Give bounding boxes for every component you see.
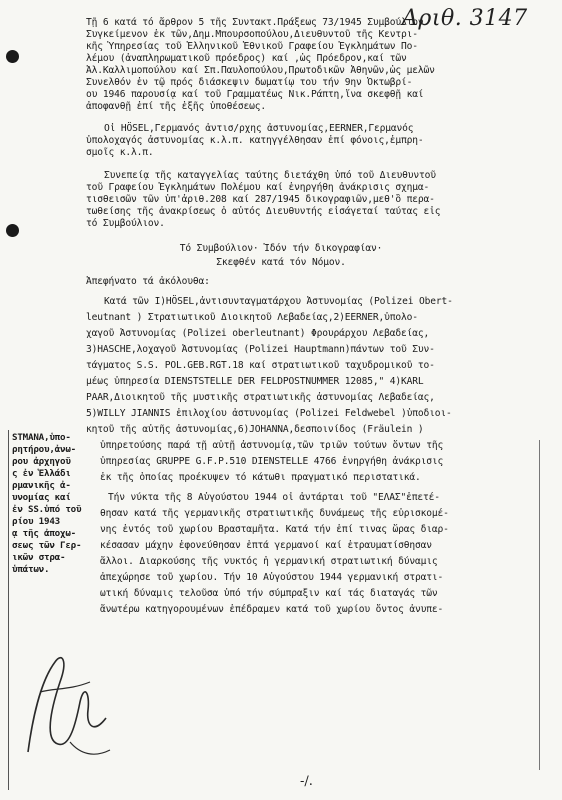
body-line: Οἱ HÖSEL,Γερμανός ἀντισ/ρχης ἀστυνομίας,EERNER,Γερμανός [104, 123, 414, 134]
body-line: Τῇ 6 κατά τό ἄρθρον 5 τῆς Συντακτ.Πράξεως 73/1945 Συμβούλιον [86, 17, 424, 28]
body-line: ου 1946 παρουσίᾳ καί τοῦ Γραμματέως Νικ.Ράπτη,ἵνα σκεφθῇ καί [86, 89, 424, 100]
margin-note-line: ἐν SS.ὑπό τοῦ [12, 504, 82, 515]
end-mark: -/. [300, 774, 313, 789]
margin-note-line: ικῶν στρα- [12, 552, 66, 563]
margin-note-line: ρητήρου,ἀνω- [12, 444, 76, 455]
body-line: Ἀπεφήνατο τά ἀκόλουθα: [86, 276, 210, 287]
body-line: ἄνωτέρω κατηγορουμένων ἐπέδραμεν κατά τοῦ χωρίου ὄντος ἀνυπε- [100, 604, 444, 615]
body-line: τοῦ Γραφείου Ἐγκλημάτων Πολέμου καί ἐνηργήθη ἀνάκρισις σχημα- [86, 182, 430, 193]
body-line: leutnant ) Στρατιωτικοῦ Διοικητοῦ Λεβαδείας,2)EERNER,ὑπολο- [86, 312, 418, 323]
body-line: λέμου (ἀναπληρωματικοῦ πρόεδρος) καί ,ὡς Πρόεδρον,καί τῶν [86, 53, 407, 64]
body-line: Ἀλ.Καλλιμοπούλου καί Σπ.Παυλοπούλου,Πρωτοδικῶν Ἀθηνῶν,ὡς μελῶν [86, 65, 435, 76]
body-line: νης ἐντός τοῦ χωρίου Βρασταμῆτα. Κατά τήν ἐπί τινας ὥρας διαρ- [100, 524, 449, 535]
margin-note-line: ᾳ τῆς ἀποχω- [12, 528, 76, 539]
margin-note-line: υνομίας καί [12, 492, 71, 503]
body-line: Συνελθόν ἐν τῷ πρός διάσκεψιν δωματίῳ του τήν 9ην Ὀκτωβρί- [86, 77, 413, 88]
body-line: ἀπεχώρησε τοῦ χωρίου. Τήν 10 Αὐγούστου 1944 γερμανική στρατι- [100, 572, 444, 583]
body-line: χαγοῦ Ἀστυνομίας (Polizei oberleutnant) Φρουράρχου Λεβαδείας, [86, 328, 430, 339]
body-line: ὑπηρετούσης παρά τῇ αὐτῇ ἀστυνομίᾳ,τῶν τριῶν τούτων ὄντων τῆς [100, 440, 444, 451]
body-line: κέσασαν μάχην ἐφονεύθησαν ἑπτά γερμανοί καί ἐτραυματίσθησαν [100, 540, 432, 551]
margin-note-line: ρίου 1943 [12, 516, 60, 527]
body-line: τωθείσης τῆς ἀνακρίσεως ὁ αὐτός Διευθυντής εἰσάγεταί ταύτας εἰς [86, 206, 441, 217]
body-line: σμοῖς κ.λ.π. [86, 147, 154, 158]
body-line: ἐκ τῆς ὁποίας προέκυψεν τό κάτωθι πραγματικό περιστατικά. [100, 472, 421, 483]
body-line: Κατά τῶν Ι)HÖSEL,ἀντισυνταγματάρχου Ἀστυνομίας (Polizei Obert- [104, 296, 453, 307]
margin-note-line: σεως τῶν Γερ- [12, 540, 82, 551]
punch-hole [6, 50, 19, 63]
body-line: τισθεισῶν τῶν ὑπ'ἀριθ.208 καί 287/1945 δικογραφιῶν,μεθ'ὃ περα- [86, 194, 435, 205]
body-line: ὑπολοχαγός ἀστυνομίας κ.λ.π. κατηγγέλθησαν ἐπί φόνοις,ἐμπρη- [86, 135, 424, 146]
margin-note-line: ὑπάτων. [12, 564, 50, 575]
body-line: PAAR,Διοικητοῦ τῆς μυστικῆς στρατιωτικῆς ἀστυνομίας Λεβαδείας, [86, 392, 435, 403]
body-line: κῆς Ὑπηρεσίας τοῦ Ἑλληνικοῦ Ἐθνικοῦ Γραφείου Ἐγκλημάτων Πο- [86, 41, 418, 52]
margin-note-line: STMANA,ὑπο- [12, 432, 71, 443]
archive-number: Αριθ. 3147 [402, 6, 528, 31]
body-line: τό Συμβούλιον. [86, 218, 165, 229]
body-line: Συνεπείᾳ τῆς καταγγελίας ταύτης διετάχθη ὑπό τοῦ Διευθυντοῦ [104, 170, 436, 181]
body-line: Τήν νύκτα τῆς 8 Αὐγούστου 1944 οἱ ἀντάρται τοῦ "ΕΛΑΣ"ἐπετέ- [108, 492, 440, 503]
margin-rule [8, 430, 9, 790]
body-line: ωτική δύναμις τελοῦσα ὑπό τήν σύμπραξιν καί τάς διαταγάς τῶν [100, 588, 438, 599]
margin-note-line: ς ἐν Ἑλλάδι [12, 468, 71, 479]
body-line: μέως ὑπηρεσία DIENSTSTELLE DER FELDPOSTNUMMER 12085," 4)KARL [86, 376, 424, 387]
heading-line: Σκεφθέν κατά τόν Νόμον. [216, 257, 346, 268]
punch-hole [6, 224, 19, 237]
body-line: ἀποφανθῇ ἐπί τῆς ἑξῆς ὑποθέσεως. [86, 101, 267, 112]
body-line: κητοῦ τῆς αὐτῆς ἀστυνομίας,6)JOHANNA,δεσποινίδος (Fräulein ) [86, 424, 424, 435]
heading-line: Τό Συμβούλιον· Ἰδόν τήν δικογραφίαν· [179, 243, 383, 254]
body-line: Συγκείμενον ἐκ τῶν,Δημ.Μπουρσοπούλου,Διευθυντοῦ τῆς Κεντρι- [86, 29, 418, 40]
margin-note-line: ρμανικῆς ἀ- [12, 480, 71, 491]
margin-rule [539, 440, 540, 770]
margin-note-line: ρου ἀρχηγοῦ [12, 456, 71, 467]
body-line: ἄλλοι. Διαρκούσης τῆς νυκτός ἡ γερμανική στρατιωτική δύναμις [100, 556, 438, 567]
body-line: τάγματος S.S. POL.GEB.RGT.18 καί στρατιωτικοῦ ταχυδρομικοῦ το- [86, 360, 435, 371]
body-line: ὑπηρεσίας GRUPPE G.F.P.510 DIENSTELLE 4766 ἐνηργήθη ἀνάκρισις [100, 456, 444, 467]
body-line: 3)HASCHE,λοχαγοῦ Ἀστυνομίας (Polizei Hauptmann)πάντων τοῦ Συν- [86, 344, 435, 355]
body-line: 5)WILLY JIANNIS ἐπιλοχίου ἀστυνομίας (Polizei Feldwebel )ὑποδιοι- [86, 408, 452, 419]
body-line: θησαν κατά τῆς γερμανικῆς στρατιωτικῆς δυνάμεως τῆς εὑρισκομέ- [100, 508, 449, 519]
handwritten-signature [10, 622, 120, 772]
